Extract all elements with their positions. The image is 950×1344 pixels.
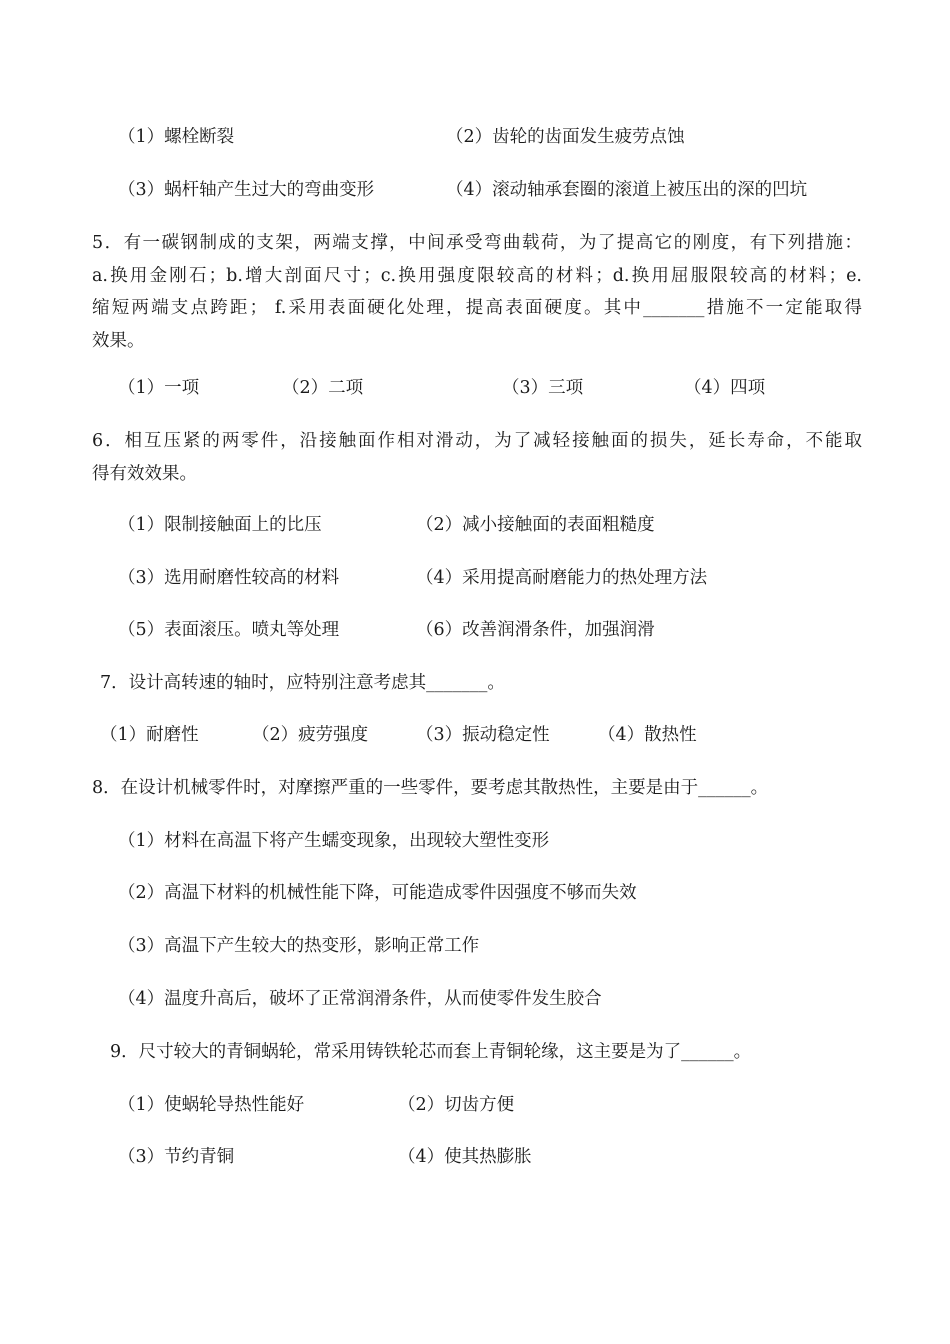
question-7-options — [0, 720, 950, 750]
question-9-stem: 9．尺寸较大的青铜蜗轮，常采用铸铁轮芯而套上青铜轮缘，这主要是为了______。 — [110, 1042, 752, 1062]
question-5-stem — [92, 227, 862, 357]
option-text: （4）散热性 — [598, 725, 697, 745]
option-text: （4）采用提高耐磨能力的热处理方法 — [416, 568, 708, 588]
question-5-options — [0, 373, 950, 403]
option-row — [0, 563, 950, 593]
option-row — [0, 122, 950, 152]
stem-line: a.换用金刚石；b.增大剖面尺寸；c.换用强度限较高的材料；d.换用屈服限较高的材料；e. — [92, 265, 862, 286]
option-row — [0, 1090, 950, 1120]
option-text: （1）耐磨性 — [100, 725, 199, 745]
option-text: （4）使其热膨胀 — [398, 1147, 532, 1167]
stem-line: 缩短两端支点跨距； f.采用表面硬化处理，提高表面硬度。其中_______措施不一定能取得 — [92, 298, 862, 318]
option-text: （2）减小接触面的表面粗糙度 — [416, 515, 655, 535]
option-text: （1）一项 — [118, 378, 200, 398]
option-text: （2）切齿方便 — [398, 1095, 515, 1115]
option-text: （3）三项 — [502, 378, 584, 398]
option-text: （4）温度升高后，破坏了正常润滑条件，从而使零件发生胶合 — [118, 989, 602, 1009]
option-row — [0, 878, 950, 908]
option-row — [0, 510, 950, 540]
option-text: （3）高温下产生较大的热变形，影响正常工作 — [118, 936, 480, 956]
option-row — [0, 175, 950, 205]
option-text: （1）材料在高温下将产生蠕变现象，出现较大塑性变形 — [118, 831, 550, 851]
option-text: （3）节约青铜 — [118, 1147, 235, 1167]
option-text: （1）限制接触面上的比压 — [118, 515, 322, 535]
option-row — [0, 984, 950, 1014]
option-text: （3）振动稳定性 — [416, 725, 550, 745]
option-text: （4）滚动轴承套圈的滚道上被压出的深的凹坑 — [446, 180, 808, 200]
stem-line: 5．有一碳钢制成的支架，两端支撑，中间承受弯曲载荷，为了提高它的刚度，有下列措施： — [92, 233, 862, 253]
option-text: （6）改善润滑条件，加强润滑 — [416, 620, 655, 640]
option-text: （3）选用耐磨性较高的材料 — [118, 568, 340, 588]
question-6-stem — [92, 425, 862, 490]
option-row — [0, 615, 950, 645]
question-8-stem: 8．在设计机械零件时，对摩擦严重的一些零件，要考虑其散热性，主要是由于______。 — [92, 778, 769, 798]
option-text: （3）蜗杆轴产生过大的弯曲变形 — [118, 180, 375, 200]
stem-line: 得有效效果。 — [92, 463, 197, 484]
option-text: （1）使蜗轮导热性能好 — [118, 1095, 305, 1115]
question-7-stem: 7．设计高转速的轴时，应特别注意考虑其_______。 — [100, 673, 505, 693]
option-text: （2）二项 — [282, 378, 364, 398]
option-row — [0, 1142, 950, 1172]
stem-line: 6．相互压紧的两零件，沿接触面作相对滑动，为了减轻接触面的损失，延长寿命，不能取 — [92, 431, 862, 451]
option-text: （5）表面滚压。喷丸等处理 — [118, 620, 340, 640]
option-text: （4）四项 — [684, 378, 766, 398]
option-text: （1）螺栓断裂 — [118, 127, 235, 147]
option-text: （2）高温下材料的机械性能下降，可能造成零件因强度不够而失效 — [118, 883, 637, 903]
option-row — [0, 931, 950, 961]
stem-line: 效果。 — [92, 330, 145, 351]
option-text: （2）齿轮的齿面发生疲劳点蚀 — [446, 127, 685, 147]
option-text: （2）疲劳强度 — [252, 725, 369, 745]
option-row — [0, 826, 950, 856]
